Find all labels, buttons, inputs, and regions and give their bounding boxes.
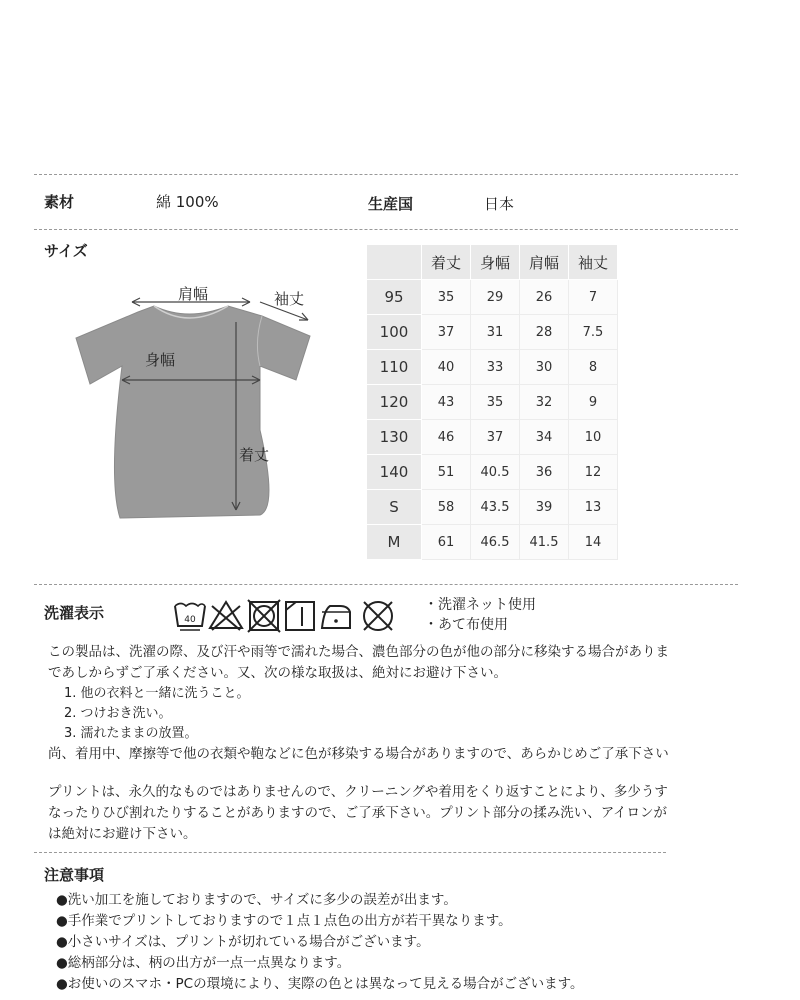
diagram-body-width-label: 身幅 xyxy=(145,351,176,369)
origin-value: 日本 xyxy=(484,195,515,213)
value-cell: 26 xyxy=(520,280,569,315)
value-cell: 43 xyxy=(422,385,471,420)
caution-item: ●総柄部分は、柄の出方が一点一点異なります。 xyxy=(56,955,351,971)
table-row xyxy=(367,525,618,560)
value-cell: 35 xyxy=(471,385,520,420)
value-cell: 32 xyxy=(520,385,569,420)
size-cell: S xyxy=(367,490,422,525)
diagram-length-label: 着丈 xyxy=(239,446,270,464)
print-paragraph-line: は絶対にお避け下さい。 xyxy=(48,826,197,842)
value-cell: 41.5 xyxy=(520,525,569,560)
origin-label: 生産国 xyxy=(368,195,414,213)
size-cell: 110 xyxy=(367,350,422,385)
caution-item: ●手作業でプリントしておりますので１点１点色の出方が若干異なります。 xyxy=(56,913,512,929)
care-paragraph-line: この製品は、洗濯の際、及び汗や雨等で濡れた場合、濃色部分の色が他の部分に移染する場合がありま xyxy=(48,644,669,660)
value-cell: 51 xyxy=(422,455,471,490)
no-tumble-dry-icon xyxy=(248,600,280,632)
tshirt-diagram xyxy=(70,280,330,530)
value-cell: 46.5 xyxy=(471,525,520,560)
care-list-item: 2. つけおき洗い。 xyxy=(64,706,172,721)
value-cell: 35 xyxy=(422,280,471,315)
no-dry-clean-icon xyxy=(364,602,392,630)
line-dry-icon xyxy=(286,602,314,630)
cautions-title: 注意事項 xyxy=(44,866,105,884)
value-cell: 36 xyxy=(520,455,569,490)
wash-40-icon xyxy=(175,604,205,631)
caution-item: ●お使いのスマホ・PCの環境により、実際の色とは異なって見える場合がございます。 xyxy=(56,976,584,992)
divider xyxy=(34,229,738,230)
care-note: ・洗濯ネット使用 xyxy=(424,597,536,613)
value-cell: 7 xyxy=(569,280,618,315)
table-header: 着丈 xyxy=(422,245,471,280)
value-cell: 40 xyxy=(422,350,471,385)
value-cell: 34 xyxy=(520,420,569,455)
size-label: サイズ xyxy=(44,242,88,260)
value-cell: 28 xyxy=(520,315,569,350)
value-cell: 14 xyxy=(569,525,618,560)
divider xyxy=(34,584,738,585)
value-cell: 13 xyxy=(569,490,618,525)
material-label: 素材 xyxy=(44,193,75,211)
size-table xyxy=(366,244,618,560)
value-cell: 37 xyxy=(471,420,520,455)
table-header: 肩幅 xyxy=(520,245,569,280)
table-row xyxy=(367,350,618,385)
value-cell: 31 xyxy=(471,315,520,350)
size-cell: 95 xyxy=(367,280,422,315)
wash-temp: 40 xyxy=(184,615,196,625)
value-cell: 61 xyxy=(422,525,471,560)
table-header: 身幅 xyxy=(471,245,520,280)
table-row xyxy=(367,490,618,525)
care-note: ・あて布使用 xyxy=(424,617,508,633)
print-paragraph-line: プリントは、永久的なものではありませんので、クリーニングや着用をくり返すことにより、多少うす xyxy=(48,784,668,800)
table-row xyxy=(367,280,618,315)
divider xyxy=(34,852,666,853)
table-row xyxy=(367,385,618,420)
value-cell: 30 xyxy=(520,350,569,385)
value-cell: 12 xyxy=(569,455,618,490)
table-row xyxy=(367,455,618,490)
table-corner xyxy=(367,245,422,280)
value-cell: 37 xyxy=(422,315,471,350)
value-cell: 29 xyxy=(471,280,520,315)
care-list-item: 1. 他の衣料と一緒に洗うこと。 xyxy=(64,686,250,701)
value-cell: 7.5 xyxy=(569,315,618,350)
value-cell: 10 xyxy=(569,420,618,455)
size-cell: 100 xyxy=(367,315,422,350)
diagram-shoulder-label: 肩幅 xyxy=(178,285,209,303)
value-cell: 8 xyxy=(569,350,618,385)
table-row xyxy=(367,315,618,350)
care-symbols xyxy=(172,598,406,634)
size-cell: 140 xyxy=(367,455,422,490)
care-paragraph-line: であしからずご了承ください。又、次の様な取扱は、絶対にお避け下さい。 xyxy=(48,665,507,681)
iron-icon xyxy=(322,606,350,628)
size-cell: 120 xyxy=(367,385,422,420)
divider xyxy=(34,174,738,175)
care-paragraph-line: 尚、着用中、摩擦等で他の衣類や鞄などに色が移染する場合がありますので、あらかじめご了承下さい xyxy=(48,746,669,762)
tshirt-shape xyxy=(76,306,310,518)
table-header: 袖丈 xyxy=(569,245,618,280)
size-cell: 130 xyxy=(367,420,422,455)
table-header-row xyxy=(367,245,618,280)
value-cell: 58 xyxy=(422,490,471,525)
value-cell: 33 xyxy=(471,350,520,385)
value-cell: 9 xyxy=(569,385,618,420)
value-cell: 43.5 xyxy=(471,490,520,525)
care-list-item: 3. 濡れたままの放置。 xyxy=(64,726,198,741)
no-bleach-icon xyxy=(210,602,242,630)
value-cell: 39 xyxy=(520,490,569,525)
value-cell: 46 xyxy=(422,420,471,455)
print-paragraph-line: なったりひび割れたりすることがありますので、ご了承下さい。プリント部分の揉み洗い、アイロンが xyxy=(48,805,667,821)
table-row xyxy=(367,420,618,455)
care-title: 洗濯表示 xyxy=(44,604,105,622)
caution-item: ●洗い加工を施しておりますので、サイズに多少の誤差が出ます。 xyxy=(56,892,457,908)
caution-item: ●小さいサイズは、プリントが切れている場合がございます。 xyxy=(56,934,430,950)
material-value: 綿 100% xyxy=(156,193,219,211)
size-cell: M xyxy=(367,525,422,560)
diagram-sleeve-label: 袖丈 xyxy=(274,290,305,308)
value-cell: 40.5 xyxy=(471,455,520,490)
